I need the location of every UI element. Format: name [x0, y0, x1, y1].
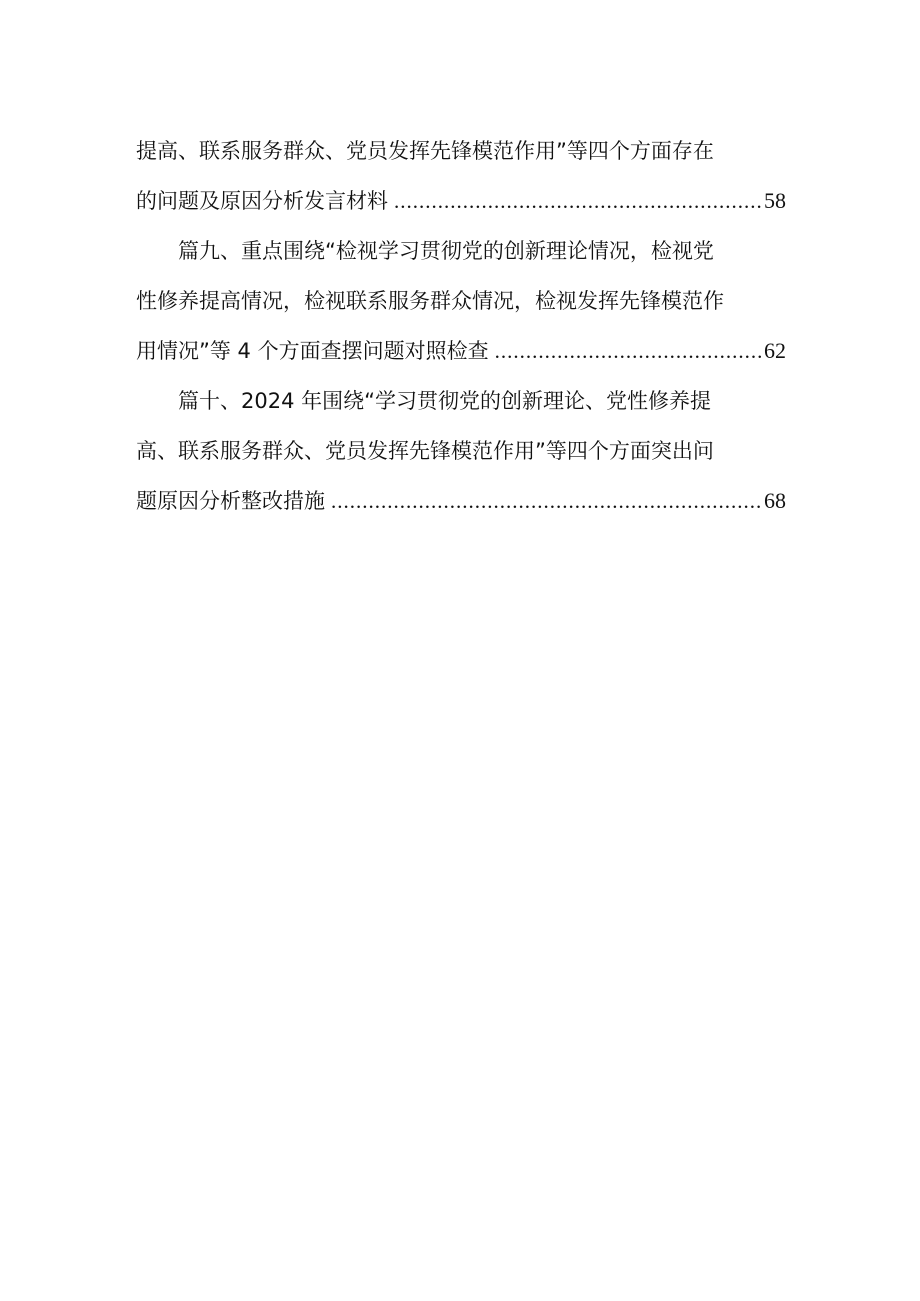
- toc-entry-10-line-2: [136, 426, 786, 476]
- toc-entry-10-line-3[interactable]: [136, 476, 786, 526]
- toc-entry-9-page: 62: [764, 338, 786, 363]
- dot-leader: [331, 476, 762, 526]
- toc-entry-8-page: 58: [764, 188, 786, 213]
- toc-entry-10-text-2: 高、联系服务群众、党员发挥先锋模范作用”等四个方面突出问: [136, 439, 714, 463]
- toc-entry-8-text-1: 提高、联系服务群众、党员发挥先锋模范作用”等四个方面存在: [136, 139, 714, 163]
- toc-entry-10-line-1: [136, 376, 786, 426]
- toc-entry-9-text-1: 篇九、重点围绕“检视学习贯彻党的创新理论情况，检视党: [178, 239, 714, 263]
- toc-entry-10-text-3: 题原因分析整改措施: [136, 489, 325, 513]
- dot-leader: [394, 176, 762, 226]
- toc-entry-9-line-3[interactable]: [136, 326, 786, 376]
- toc-entry-8-line-1: [136, 126, 786, 176]
- toc-entry-9-text-3: 用情况”等 4 个方面查摆问题对照检查: [136, 339, 489, 363]
- toc-entry-9-line-1: [136, 226, 786, 276]
- toc-entry-10-page: 68: [764, 488, 786, 513]
- toc-entry-8-text-2: 的问题及原因分析发言材料: [136, 189, 388, 213]
- table-of-contents: [136, 126, 786, 526]
- toc-entry-8-line-2[interactable]: [136, 176, 786, 226]
- toc-entry-9-text-2: 性修养提高情况，检视联系服务群众情况，检视发挥先锋模范作: [136, 289, 724, 313]
- toc-entry-10-text-1: 篇十、2024 年围绕“学习贯彻党的创新理论、党性修养提: [178, 389, 711, 413]
- dot-leader: [495, 326, 762, 376]
- toc-entry-9-line-2: [136, 276, 786, 326]
